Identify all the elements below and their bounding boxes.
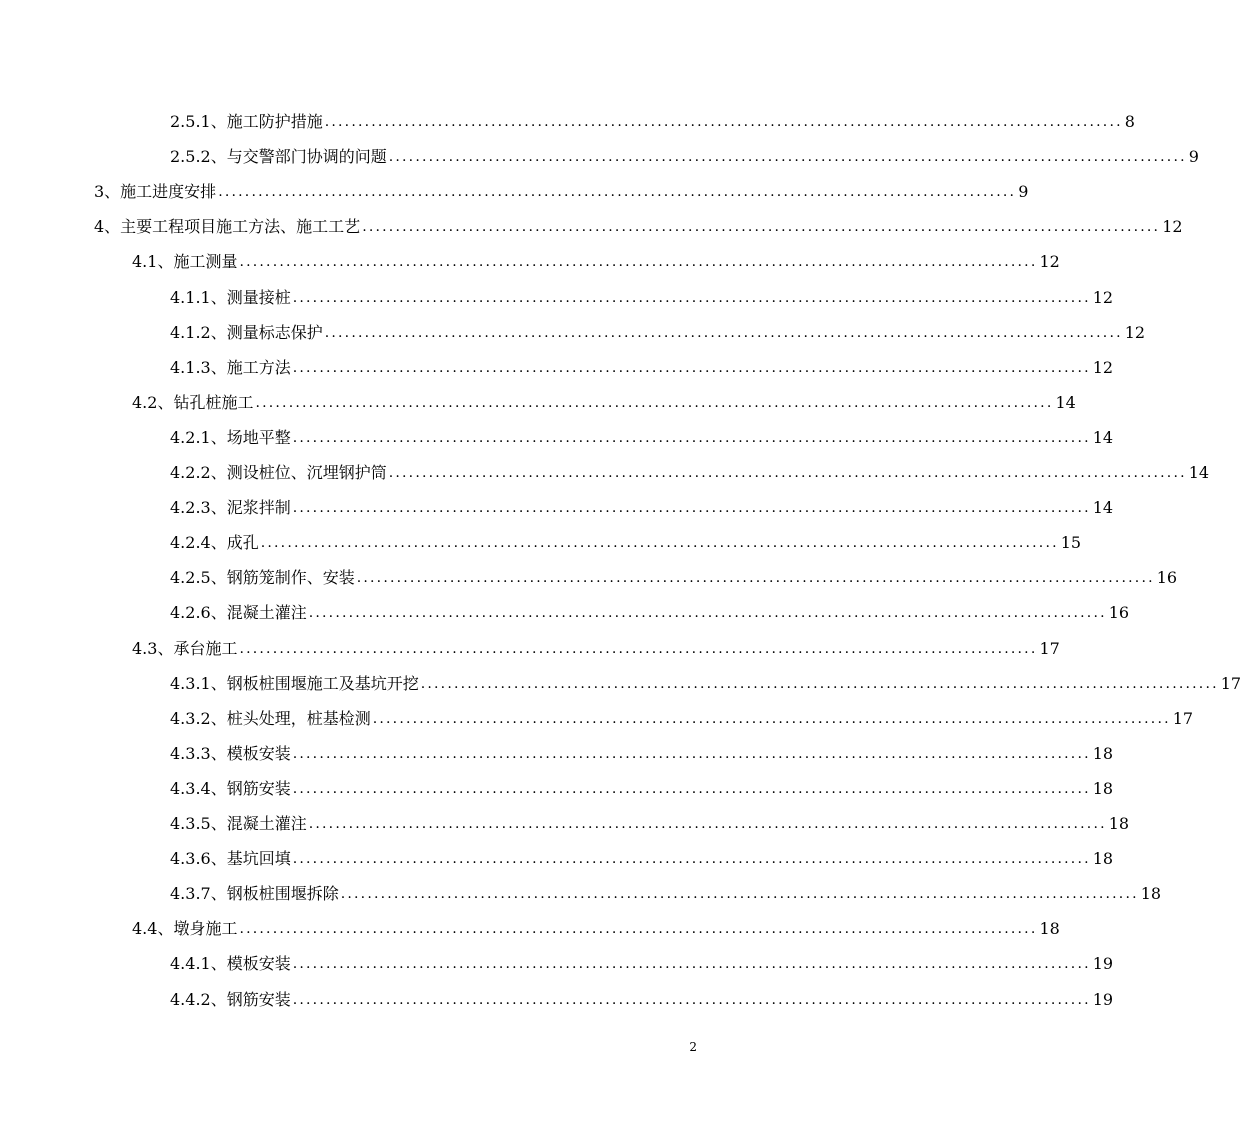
toc-entry-page: 15 <box>1060 533 1082 553</box>
toc-entry[interactable] <box>132 629 1060 659</box>
toc-entry-page: 12 <box>1092 357 1114 377</box>
toc-entry[interactable] <box>170 804 1130 834</box>
toc-entry-title: 4.1.3、施工方法 <box>170 357 291 377</box>
toc-dot-leader: ........................................................................................................................ <box>292 500 1091 517</box>
toc-entry-page: 14 <box>1092 427 1114 447</box>
toc-entry-page: 14 <box>1188 463 1210 482</box>
toc-entry-page: 18 <box>1140 884 1162 904</box>
toc-entry[interactable] <box>170 980 1114 1010</box>
toc-entry-title: 2.5.1、施工防护措施 <box>170 112 323 131</box>
toc-entry-page: 19 <box>1092 954 1114 974</box>
toc-entry-title: 2.5.2、与交警部门协调的问题 <box>170 147 387 167</box>
toc-dot-leader: ........................................................................................................................ <box>239 640 1038 657</box>
toc-entry[interactable] <box>170 313 1146 343</box>
toc-dot-leader: ........................................................................................................................ <box>292 745 1091 762</box>
toc-entry-title: 4.4、墩身施工 <box>132 919 238 939</box>
toc-entry-title: 4.3.5、混凝土灌注 <box>170 814 307 833</box>
toc-entry-title: 4.3.6、基坑回填 <box>170 849 291 869</box>
toc-dot-leader: ........................................................................................................................ <box>292 780 1091 797</box>
toc-entry-title: 4.1.1、测量接桩 <box>170 287 291 307</box>
toc-entry-title: 3、施工进度安排 <box>94 182 217 202</box>
toc-entry-title: 4、主要工程项目施工方法、施工工艺 <box>94 217 361 237</box>
toc-entry-title: 4.2.1、场地平整 <box>170 427 291 447</box>
toc-dot-leader: ........................................................................................................................ <box>292 956 1091 973</box>
toc-entry-title: 4.2.5、钢筋笼制作、安装 <box>170 568 355 588</box>
toc-entry-title: 4.3.2、桩头处理，桩基检测 <box>170 708 371 728</box>
toc-entry-title: 4.2.2、测设桩位、沉埋钢护筒 <box>170 463 387 482</box>
toc-entry[interactable] <box>94 172 1029 202</box>
toc-dot-leader: ........................................................................................................................ <box>292 289 1091 306</box>
toc-dot-leader: ........................................................................................................................ <box>362 219 1161 236</box>
toc-entry-title: 4.4.1、模板安装 <box>170 954 291 974</box>
toc-entry-title: 4.2.3、泥浆拌制 <box>170 498 291 518</box>
toc-entry-page: 12 <box>1039 252 1060 272</box>
toc-dot-leader: ........................................................................................................................ <box>292 991 1091 1008</box>
page-number <box>0 1040 794 1054</box>
toc-dot-leader: ........................................................................................................................ <box>308 816 1107 832</box>
toc-entry-title: 4.3.7、钢板桩围堰拆除 <box>170 884 339 904</box>
toc-entry-page: 19 <box>1092 989 1114 1009</box>
toc-entry-title: 4.2.4、成孔 <box>170 533 259 553</box>
toc-entry-page: 16 <box>1156 568 1178 588</box>
toc-dot-leader: ........................................................................................................................ <box>388 465 1187 481</box>
toc-dot-leader: ........................................................................................................................ <box>372 710 1171 727</box>
toc-entry[interactable] <box>170 278 1114 308</box>
toc-entry[interactable] <box>170 488 1114 518</box>
toc-entry[interactable] <box>170 734 1114 764</box>
toc-entry-page: 18 <box>1092 743 1114 763</box>
toc-dot-leader: ........................................................................................................................ <box>292 359 1091 376</box>
toc-entry[interactable] <box>94 207 1183 237</box>
toc-entry[interactable] <box>170 839 1114 869</box>
toc-entry[interactable] <box>170 558 1178 588</box>
toc-entry-page: 18 <box>1039 919 1060 939</box>
toc-entry[interactable] <box>170 769 1114 799</box>
toc-entry-page: 12 <box>1092 287 1114 307</box>
toc-entry-page: 17 <box>1220 673 1241 693</box>
toc-entry-title: 4.3.4、钢筋安装 <box>170 778 291 798</box>
toc-dot-leader: ........................................................................................................................ <box>260 535 1059 552</box>
toc-entry-title: 4.2.6、混凝土灌注 <box>170 603 307 623</box>
toc-entry[interactable] <box>170 348 1114 378</box>
toc-entry[interactable] <box>170 944 1114 974</box>
toc-dot-leader: ........................................................................................................................ <box>239 254 1038 271</box>
toc-entry[interactable] <box>170 137 1199 167</box>
toc-entry[interactable] <box>132 909 1060 939</box>
toc-entry[interactable] <box>132 383 1076 413</box>
toc-entry-page: 12 <box>1162 217 1183 237</box>
toc-entry-page: 18 <box>1092 849 1114 869</box>
toc-entry-title: 4.1.2、测量标志保护 <box>170 322 323 342</box>
toc-entry-page: 8 <box>1124 112 1135 131</box>
toc-entry[interactable] <box>170 874 1162 904</box>
toc-entry[interactable] <box>170 453 1210 483</box>
toc-dot-leader: ........................................................................................................................ <box>292 429 1091 446</box>
toc-dot-leader: ........................................................................................................................ <box>324 324 1123 341</box>
toc-dot-leader: ........................................................................................................................ <box>255 394 1054 411</box>
toc-entry-title: 4.3、承台施工 <box>132 638 238 658</box>
toc-dot-leader: ........................................................................................................................ <box>420 675 1219 692</box>
toc-dot-leader: ........................................................................................................................ <box>340 886 1139 903</box>
toc-dot-leader: ........................................................................................................................ <box>356 570 1155 587</box>
toc-entry-page: 14 <box>1092 498 1114 518</box>
toc-dot-leader: ........................................................................................................................ <box>292 851 1091 868</box>
page-number-text: 2 <box>689 1040 697 1054</box>
toc-dot-leader: ........................................................................................................................ <box>388 149 1187 166</box>
toc-dot-leader: ........................................................................................................................ <box>324 114 1123 130</box>
toc-entry[interactable] <box>170 102 1135 132</box>
toc-dot-leader: ........................................................................................................................ <box>218 184 1017 201</box>
toc-entry-page: 16 <box>1108 603 1130 623</box>
toc-dot-leader: ........................................................................................................................ <box>239 921 1038 938</box>
toc-entry[interactable] <box>170 593 1130 623</box>
toc-entry-page: 9 <box>1188 147 1199 167</box>
toc-entry-page: 14 <box>1055 392 1076 412</box>
toc-entry-title: 4.1、施工测量 <box>132 252 238 272</box>
toc-entry-page: 17 <box>1172 708 1194 728</box>
toc-entry[interactable] <box>170 699 1194 729</box>
toc-entry-title: 4.2、钻孔桩施工 <box>132 392 254 412</box>
toc-entry-page: 18 <box>1092 778 1114 798</box>
toc-entry-page: 18 <box>1108 814 1130 833</box>
toc-entry-page: 17 <box>1039 638 1060 658</box>
toc-entry-page: 12 <box>1124 322 1146 342</box>
toc-entry-title: 4.3.1、钢板桩围堰施工及基坑开挖 <box>170 673 419 693</box>
toc-entry-page: 9 <box>1018 182 1029 202</box>
toc-entry[interactable] <box>170 523 1082 553</box>
toc-entry-title: 4.3.3、模板安装 <box>170 743 291 763</box>
toc-entry[interactable] <box>170 418 1114 448</box>
toc-dot-leader: ........................................................................................................................ <box>308 605 1107 622</box>
toc-entry-title: 4.4.2、钢筋安装 <box>170 989 291 1009</box>
toc-entry[interactable] <box>132 242 1060 272</box>
toc-entry[interactable] <box>170 664 1241 694</box>
